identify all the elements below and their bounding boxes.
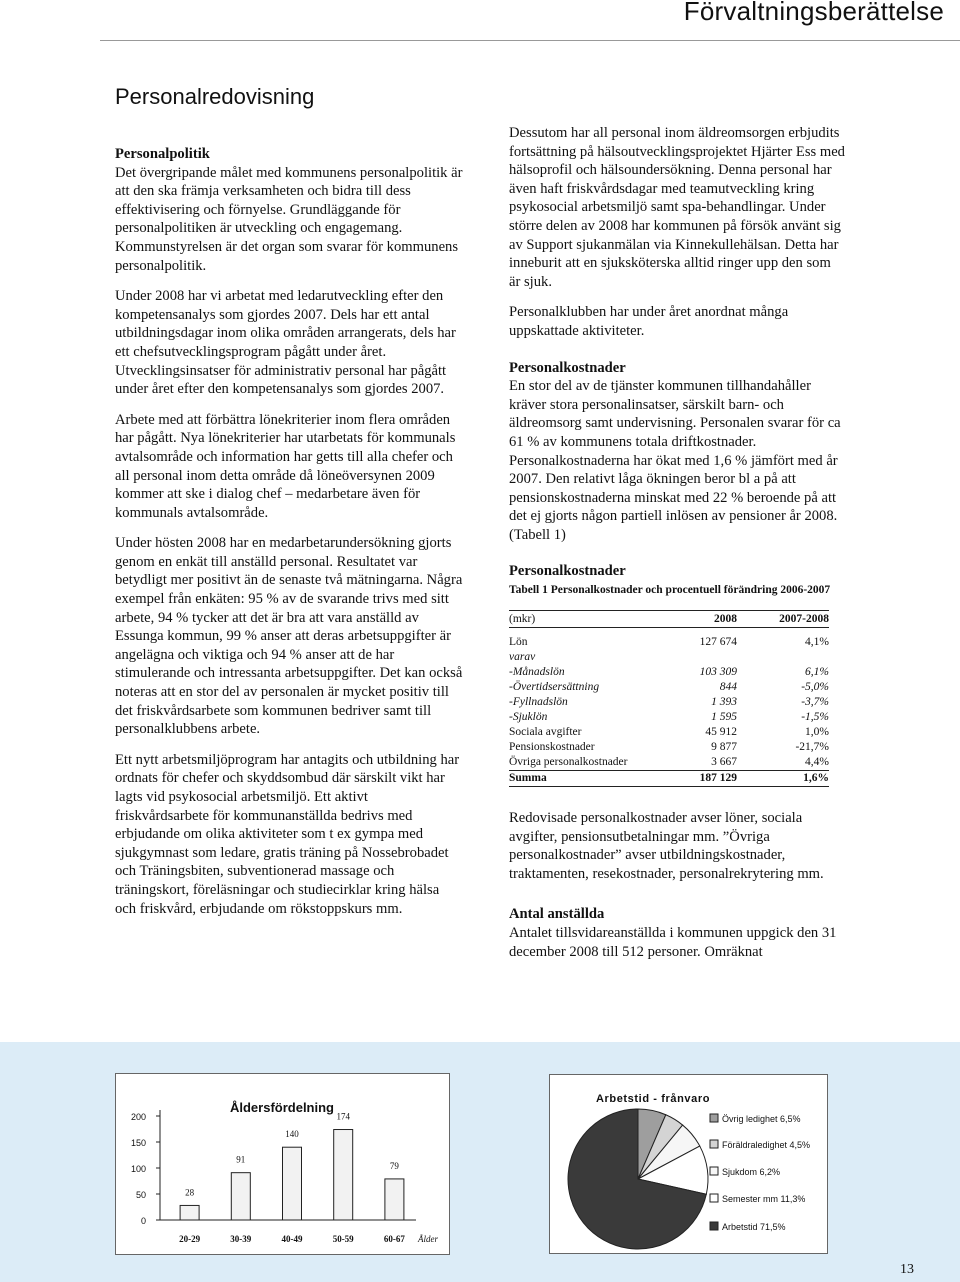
x-tick-label: 30-39: [230, 1234, 252, 1244]
x-tick-label: 20-29: [179, 1234, 201, 1244]
data-label: 28: [185, 1187, 195, 1198]
legend-label: Föräldraledighet 4,5%: [722, 1140, 811, 1150]
legend-swatch: [710, 1194, 718, 1202]
header-rule: [100, 40, 960, 41]
table-cell: -Månadslön: [509, 666, 565, 679]
table-cell: [737, 650, 829, 665]
x-tick-label: 40-49: [281, 1234, 303, 1244]
absence-chart-box: [549, 1074, 828, 1254]
table-cell: 103 309: [699, 666, 737, 679]
table-header-cell: 2008: [665, 611, 737, 628]
data-label: 140: [285, 1129, 299, 1140]
table-row: [509, 755, 829, 771]
y-tick-label: 200: [130, 1112, 146, 1122]
paragraph-text: Antalet tillsvidareanställda i kommunen uppgick den 31 december 2008 till 512 personer. Omräknat: [509, 925, 837, 960]
data-label: 91: [236, 1154, 246, 1165]
data-label: 79: [389, 1160, 399, 1171]
table-heading: Personalkostnader: [509, 563, 626, 580]
age-distribution-chart: [116, 1074, 449, 1254]
table-cell: [665, 650, 737, 665]
table-row: [509, 740, 829, 755]
table-header-cell: 2007-2008: [737, 611, 829, 628]
legend-label: Semester mm 11,3%: [722, 1194, 806, 1204]
table-cell: 127 674: [699, 636, 737, 649]
table-row: [509, 650, 829, 665]
paragraph-personalklubben: Personalklubben har under året anordnat många uppskattade aktiviteter.: [509, 304, 789, 339]
table-row: [509, 725, 829, 740]
paragraph-antal-anstallda: [509, 905, 845, 961]
table-cell: -Fyllnadslön: [509, 696, 568, 709]
table-row: [509, 695, 829, 710]
bar-30-39: [231, 1173, 250, 1220]
paragraph-text: Det övergripande målet med kommunens personalpolitik är att den ska främja verksamheten och bidra till dess effektivisering och förnyelse. Grundläggande för personalpolitiken är utveckling och engagemang. Kommunstyrelsen är det organ som svarar för kommunens personalpolitik.: [115, 164, 463, 274]
table-cell: 1,6%: [737, 771, 829, 787]
bar-40-49: [283, 1147, 302, 1220]
x-tick-label: 50-59: [332, 1234, 354, 1244]
table-row-summa: [509, 771, 829, 787]
table-row: [509, 710, 829, 725]
paragraph-arbetsmiljo: Ett nytt arbetsmiljöprogram har antagits och utbildning har ordnats för chefer och skyddsombud där särskilt vikt har lagts vid psykosocial arbetsmiljö. Ett aktivt friskvårdsarbete för kommunanställda bedrivs med erbjudande om olika aktiviteter som t ex gympa med sjukgymnast som ledare, gratis träning på Nossebrobadet och Träningsbiten, subventionerad massage och träningskort, föreläsningar och studiecirklar kring hälsa och friskvård, erbjudande om rökstoppskurs mm.: [115, 751, 460, 917]
paragraph-lonekriterier: Arbete med att förbättra lönekriterier inom flera områden har pågått. Nya lönekriterier har utarbetats för kommunals avtalsområde och information har getts till alla chefer och all personal inom detta område då löneöversynen 2009 kommer att ske i dialog chef – medarbetare även för kommunals avtalsområde.: [115, 411, 456, 521]
table-row: [509, 680, 829, 695]
table-cell: 6,1%: [805, 666, 829, 679]
table-cell: 45 912: [705, 726, 737, 739]
bar-60-67: [385, 1179, 404, 1220]
paragraph-ledarutveckling: Under 2008 har vi arbetat med ledarutveckling efter den kompetensanalys som gjordes 2007. Dels har ett antal utbildningsdagar inom olika områden arrangerats, dels har ett chefsutvecklingsprogram pågått under året. Utvecklingsinsatser för administrativ personal har pågått under året efter den kompetensanalys som gjordes 2007.: [115, 288, 456, 398]
table-cell: Pensionskostnader: [509, 741, 595, 754]
header-title: Förvaltningsberättelse: [683, 0, 944, 26]
absence-pie-chart: [550, 1075, 827, 1253]
table-row: [509, 665, 829, 680]
table-cell: Lön: [509, 636, 528, 649]
table-cell: -5,0%: [801, 681, 829, 694]
table-cell: Summa: [509, 771, 665, 787]
paragraph-redovisade: Redovisade personalkostnader avser löner, sociala avgifter, pensionsutbetalningar mm. ”Övriga personalkostnader” avser utbildningskostnader, traktamenten, resekostnader, personalrekrytering mm.: [509, 810, 824, 882]
table-cell: 4,1%: [805, 636, 829, 649]
table-cell: 9 877: [711, 741, 737, 754]
table-header-row: [509, 611, 829, 628]
table-header-cell: (mkr): [509, 611, 665, 628]
age-chart-box: [115, 1073, 450, 1255]
y-tick-label: 150: [130, 1138, 146, 1148]
cost-table: [509, 610, 829, 787]
legend-swatch: [710, 1114, 718, 1122]
table-cell: -Sjuklön: [509, 711, 548, 724]
table-title: Tabell 1 Personalkostnader och procentuell förändring 2006-2007: [509, 584, 831, 597]
table-cell: 3 667: [711, 756, 737, 769]
legend-swatch: [710, 1140, 718, 1148]
legend-swatch: [710, 1167, 718, 1175]
table-cell: -21,7%: [795, 741, 829, 754]
table-cell: Sociala avgifter: [509, 726, 582, 739]
table-cell: Övriga personalkostnader: [509, 756, 628, 769]
chart-title: Åldersfördelning: [229, 1100, 335, 1115]
y-tick-label: 0: [140, 1216, 146, 1226]
page-number: 13: [900, 1262, 914, 1277]
table-cell: 4,4%: [805, 756, 829, 769]
x-axis-label: Ålder: [418, 1234, 438, 1244]
subheading-antal-anstallda: Antal anställda: [509, 906, 605, 923]
y-tick-label: 100: [130, 1164, 146, 1174]
paragraph-halsa: Dessutom har all personal inom äldreomsorgen erbjudits fortsättning på hälsoutvecklingsprojektet Hjärter Ess med hälsoprofil och hälsoundersökning. Denna personal har även haft friskvårdsdagar med teamutveckling kring psykosocial arbetsmiljö samt spa-behandlingar. Under större delen av 2008 har kommunen på försök använt sig av Support sjukanmälan via Kinnekullehälsan. Detta har inneburit att en sjuksköterska alltid ringer upp den som är sjuk.: [509, 125, 845, 290]
table-cell: -1,5%: [801, 711, 829, 724]
right-column: [509, 124, 845, 973]
x-tick-label: 60-67: [383, 1234, 405, 1244]
y-tick-label: 50: [135, 1190, 146, 1200]
table-cell: 1,0%: [805, 726, 829, 739]
left-column: [115, 145, 463, 930]
table-personalkostnader: [509, 562, 845, 787]
table-cell: -3,7%: [801, 696, 829, 709]
subheading-personalpolitik: Personalpolitik: [115, 146, 210, 162]
legend-swatch: [710, 1222, 718, 1230]
section-title: Personalredovisning: [115, 84, 315, 109]
legend-label: Arbetstid 71,5%: [722, 1222, 786, 1232]
chart-title: Arbetstid - frånvaro: [595, 1093, 711, 1105]
legend-label: Sjukdom 6,2%: [722, 1167, 781, 1177]
bar-50-59: [334, 1130, 353, 1220]
data-label: 174: [336, 1111, 350, 1122]
table-row: [509, 635, 829, 650]
table-cell: 844: [719, 681, 737, 694]
bar-20-29: [180, 1205, 199, 1220]
paragraph-medarbetarundersokning: Under hösten 2008 har en medarbetarundersökning gjorts genom en enkät till anställd personal. Resultatet var betydligt mer positivt än de senaste två mätningarna. Några exempel från enkäten: 95 % av de svarande trivs med sitt arbete, 94 % tycker att det är bra att vara anställd av Essunga kommun, 99 % anser att deras arbetsuppgifter är angelägna och viktiga och 94 % anser att de har stimulerande och intressanta arbetsuppgifter. Det kan också noteras att en stor del av personalen är mycket positiv till det friskvårdsarbete som kommunen bedriver samt till personalklubbens arbete.: [115, 535, 463, 738]
paragraph-text: En stor del av de tjänster kommunen tillhandahåller kräver stora personalinsatser, särskilt barn- och äldreomsorg samt undervisning. Personalen svarar för ca 61 % av kommunens totala driftkostnader. Personalkostnaderna har ökat med 1,6 % jämfört med år 2007. Den relativt låga ökningen beror bl a på att pensionskostnaderna minskat med 22 % beroende på att det ej gjorts någon partiell inlösen av pensioner år 2008.(Tabell 1): [509, 378, 841, 543]
legend-label: Övrig ledighet 6,5%: [722, 1114, 801, 1124]
table-cell: 1 393: [711, 696, 737, 709]
table-cell: 1 595: [711, 711, 737, 724]
subheading-personalkostnader: Personalkostnader: [509, 359, 626, 376]
table-cell: -Övertidsersättning: [509, 681, 600, 694]
paragraph-personalpolitik: [115, 145, 463, 275]
paragraph-personalkostnader: [509, 359, 845, 545]
table-cell: 187 129: [665, 771, 737, 787]
table-cell: varav: [509, 651, 536, 664]
